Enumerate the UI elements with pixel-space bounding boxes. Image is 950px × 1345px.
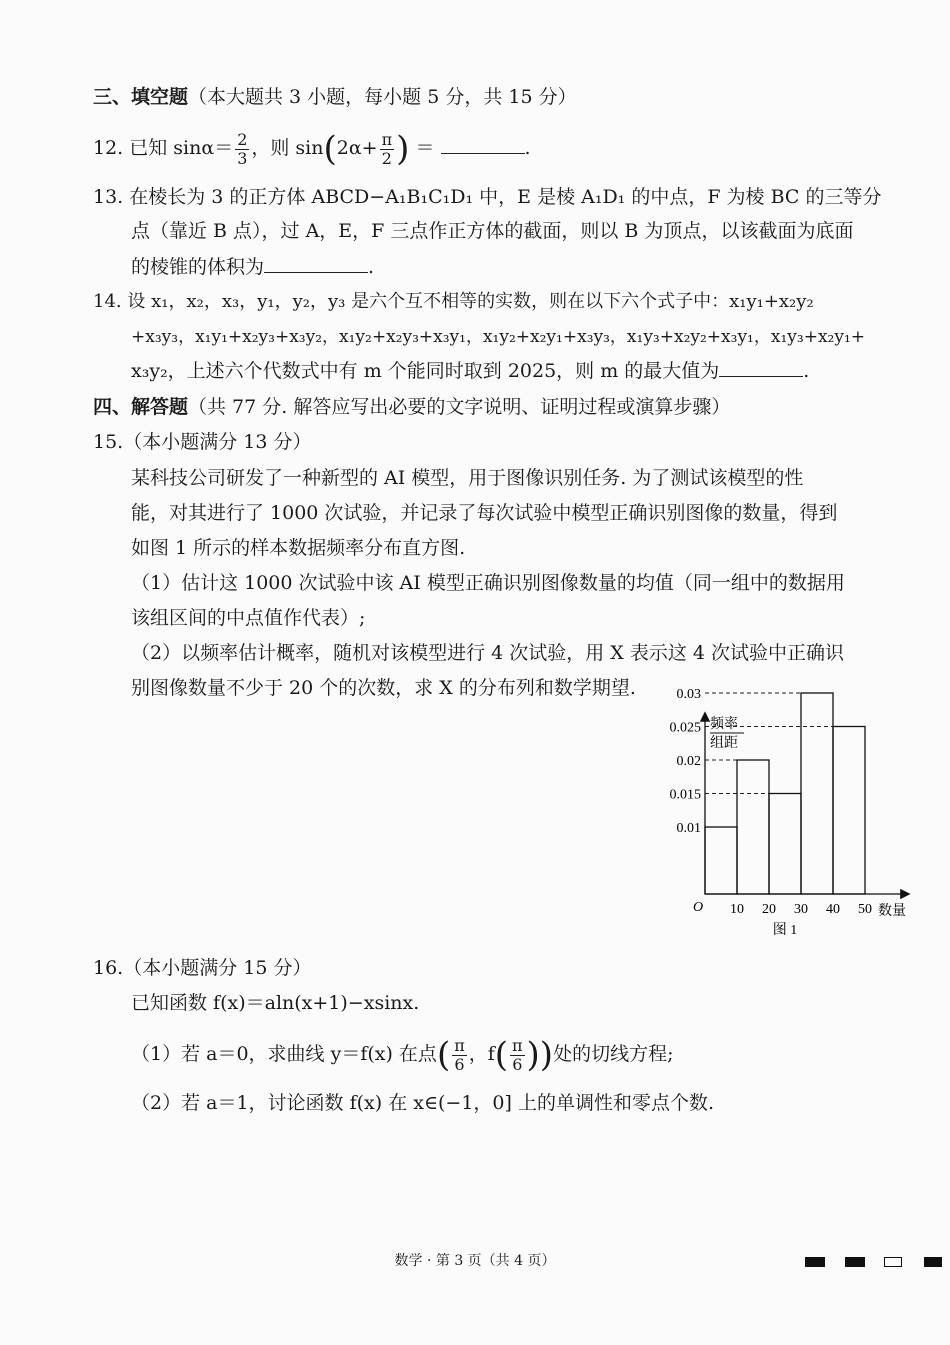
question-13-line2: 点（靠近 B 点），过 A，E，F 三点作正方体的截面，则以 B 为顶点，以该截面为底面 (131, 220, 854, 242)
y-tick-label: 0.025 (669, 720, 701, 736)
fraction: $\frac{\pi}{2}$ (381, 129, 393, 168)
section3-note: （本大题共 3 小题，每小题 5 分，共 15 分） (188, 86, 577, 108)
section4-title: 四、解答题 (93, 396, 189, 418)
fraction: $\frac{2}{3}$ (237, 129, 248, 168)
question-15-para: 能，对其进行了 1000 次试验，并记录了每次试验中模型正确识别图像的数量，得到 (131, 502, 838, 524)
answer-blank[interactable] (441, 135, 525, 154)
question-13-line1: 13. 在棱长为 3 的正方体 ABCD−A₁B₁C₁D₁ 中，E 是棱 A₁D₁ 的中点，F 为棱 BC 的三等分 (93, 186, 882, 208)
registration-mark (924, 1257, 942, 1267)
x-tick-label: 20 (762, 902, 776, 917)
x-tick-label: 40 (826, 902, 840, 917)
question-15-para: 某科技公司研发了一种新型的 AI 模型，用于图像识别任务. 为了测试该模型的性 (131, 467, 804, 489)
y-tick-label: 0.01 (676, 821, 701, 836)
question-16-sub2: （2）若 a＝1，讨论函数 f(x) 在 x∈(−1，0] 上的单调性和零点个数. (131, 1092, 715, 1114)
question-15-head: 15.（本小题满分 13 分） (93, 431, 312, 453)
histogram-bar (705, 827, 737, 894)
y-axis-label-bottom: 组距 (710, 736, 738, 751)
question-16-sub1: （1）若 a＝0，求曲线 y＝f(x) 在点( $\frac{\pi}{6}$ ，f( $\frac{\pi}{6}$ ))处的切线方程; (131, 1035, 674, 1075)
y-axis-label-top: 频率 (710, 717, 738, 732)
section3-title: 三、填空题 (93, 86, 189, 108)
question-15-sub1: 该组区间的中点值作代表）; (131, 607, 366, 629)
question-15-sub1: （1）估计这 1000 次试验中该 AI 模型正确识别图像数量的均值（同一组中的数据用 (131, 572, 845, 594)
question-13-line3: 的棱锥的体积为 . (131, 256, 375, 278)
x-tick-label: 10 (730, 902, 744, 917)
answer-blank[interactable] (719, 358, 803, 377)
question-14-line1: 14. 设 x₁，x₂，x₃，y₁，y₂，y₃ 是六个互不相等的实数，则在以下六个式子中：x₁y₁+x₂y₂ (93, 291, 814, 312)
question-15-para: 如图 1 所示的样本数据频率分布直方图. (131, 537, 466, 559)
histogram-bar (833, 727, 865, 895)
question-16-para: 已知函数 f(x)＝aln(x+1)−xsinx. (131, 992, 420, 1014)
frequency-histogram (650, 687, 920, 943)
origin-label: O (693, 900, 704, 915)
histogram-bar (737, 760, 769, 894)
registration-mark (845, 1257, 865, 1267)
x-axis-label: 数量 (878, 904, 906, 919)
x-tick-label: 50 (858, 902, 872, 917)
answer-blank[interactable] (264, 254, 368, 273)
question-15-sub2: （2）以频率估计概率，随机对该模型进行 4 次试验，用 X 表示这 4 次试验中正确识 (131, 642, 845, 664)
registration-mark (884, 1257, 902, 1267)
chart-caption: 图 1 (772, 923, 798, 938)
question-15-sub2: 别图像数量不少于 20 个的次数，求 X 的分布列和数学期望. (131, 677, 636, 699)
registration-mark (805, 1257, 825, 1267)
y-tick-label: 0.02 (676, 754, 701, 769)
histogram-bar (801, 693, 833, 894)
question-12: 12. 已知 sinα＝ $\frac{2}{3}$ ，则 sin(2α+ $\frac{\pi}{2}$ ) ＝ . (93, 129, 531, 169)
question-16-head: 16.（本小题满分 15 分） (93, 957, 312, 979)
page-footer: 数学 · 第 3 页（共 4 页） (394, 1253, 556, 1269)
question-14-line3: x₃y₂，上述六个代数式中有 m 个能同时取到 2025，则 m 的最大值为 . (131, 360, 810, 382)
y-tick-label: 0.015 (669, 787, 701, 803)
histogram-bar (769, 794, 801, 895)
x-tick-label: 30 (794, 902, 808, 917)
question-14-line2: +x₃y₃，x₁y₁+x₂y₃+x₃y₂，x₁y₂+x₂y₃+x₃y₁，x₁y₂+x₂y₁+x₃y₃，x₁y₃+x₂y₂+x₃y₁，x₁y₃+x₂y₁+ (131, 327, 866, 347)
section4-note: （共 77 分. 解答应写出必要的文字说明、证明过程或演算步骤） (188, 396, 731, 418)
y-tick-label: 0.03 (676, 687, 701, 702)
